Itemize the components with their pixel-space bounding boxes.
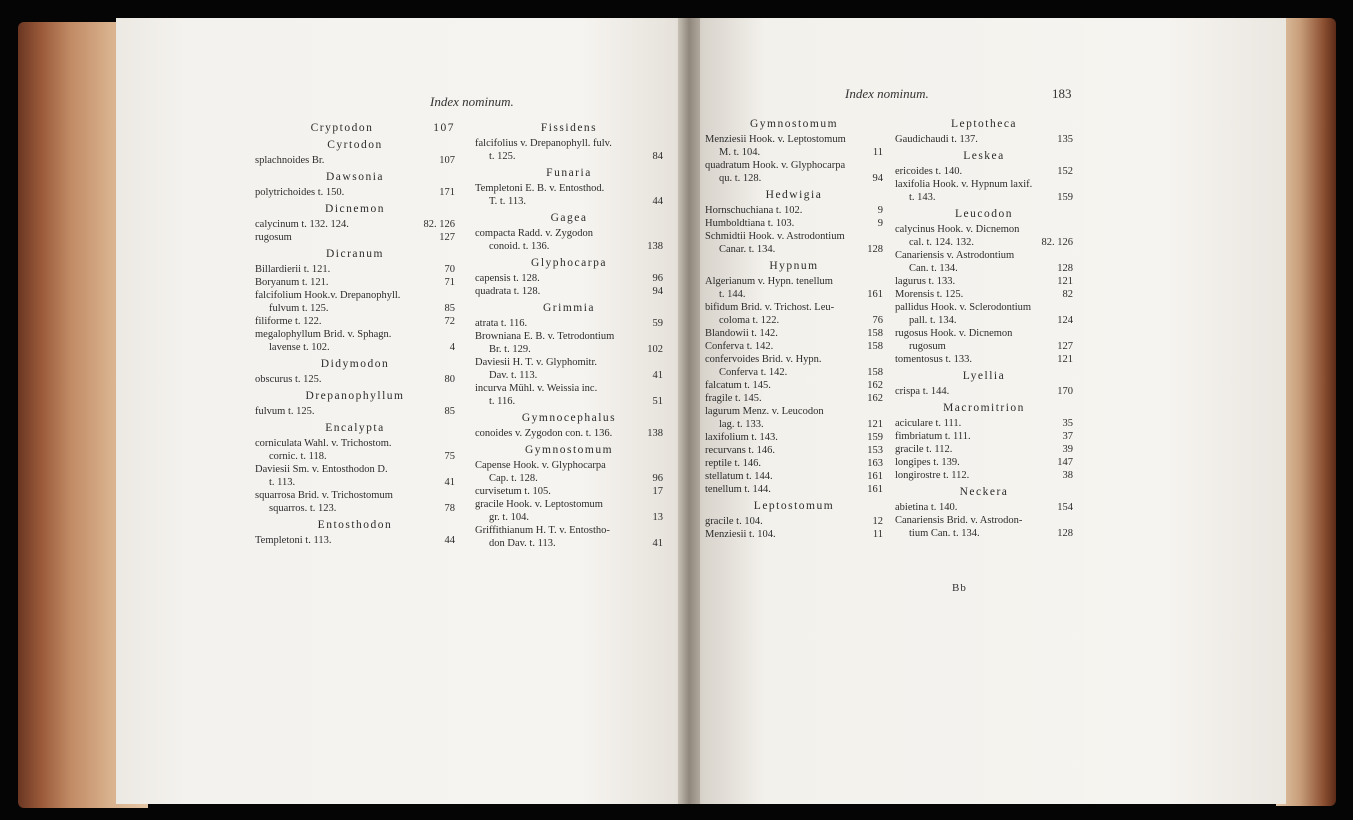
entry-continuation: gr. t. 104. <box>489 512 529 523</box>
entry-page-number: 41 <box>444 477 455 488</box>
index-entry <box>255 437 455 463</box>
entry-page-number: 154 <box>1057 502 1073 513</box>
index-entry <box>475 272 663 285</box>
right-page-column-1 <box>705 114 883 541</box>
index-entry <box>705 217 883 230</box>
entry-page-number: 147 <box>1057 457 1073 468</box>
index-entry <box>255 186 455 199</box>
entry-page-number: 127 <box>439 232 455 243</box>
entry-page-number: 121 <box>1057 276 1073 287</box>
index-entry <box>255 463 455 489</box>
entry-page-number: 158 <box>867 328 883 339</box>
entry-continuation: don Dav. t. 113. <box>489 538 556 549</box>
index-entry <box>705 515 883 528</box>
entry-page-number: 163 <box>867 458 883 469</box>
entry-page-number: 153 <box>867 445 883 456</box>
index-entry <box>895 469 1073 482</box>
page-number: 183 <box>1052 86 1072 101</box>
entry-continuation: Conferva t. 142. <box>719 367 788 378</box>
entry-continuation: lag. t. 133. <box>719 419 764 430</box>
entry-name: quadratum Hook. v. Glyphocarpa <box>705 160 846 171</box>
entry-name: Hornschuchiana t. 102. <box>705 205 803 216</box>
index-entry <box>255 489 455 515</box>
entry-page-number: 159 <box>867 432 883 443</box>
genus-heading: Cryptodon <box>310 122 374 134</box>
entry-name: megalophyllum Brid. v. Sphagn. <box>255 329 392 340</box>
entry-name: lagurum Menz. v. Leucodon <box>705 406 824 417</box>
entry-page-number: 11 <box>872 529 883 540</box>
genus-heading: Dicnemon <box>325 203 385 215</box>
index-entry <box>705 483 883 496</box>
entry-continuation: tium Can. t. 134. <box>909 528 980 539</box>
entry-continuation: t. 125. <box>489 151 516 162</box>
index-entry <box>705 392 883 405</box>
entry-name: recurvans t. 146. <box>705 445 775 456</box>
entry-page-number: 94 <box>872 173 883 184</box>
entry-name: laxifolium t. 143. <box>705 432 778 443</box>
index-entry <box>895 301 1073 327</box>
entry-page-number: 128 <box>1057 528 1073 539</box>
entry-page-number: 82. 126 <box>423 219 455 230</box>
entry-name: lagurus t. 133. <box>895 276 956 287</box>
entry-page-number: 59 <box>652 318 663 329</box>
index-entry <box>895 514 1073 540</box>
entry-name: longipes t. 139. <box>895 457 960 468</box>
entry-name: Schmidtii Hook. v. Astrodontium <box>705 231 845 242</box>
index-entry <box>255 534 455 547</box>
entry-page-number: 162 <box>867 393 883 404</box>
entry-name: falcatum t. 145. <box>705 380 771 391</box>
entry-page-number: 96 <box>652 473 663 484</box>
entry-name: gracile Hook. v. Leptostomum <box>475 499 603 510</box>
entry-page-number: 161 <box>867 471 883 482</box>
open-book <box>18 10 1336 810</box>
entry-name: fragile t. 145. <box>705 393 762 404</box>
index-entry <box>895 275 1073 288</box>
entry-page-number: 161 <box>867 484 883 495</box>
entry-page-number: 171 <box>439 187 455 198</box>
entry-page-number: 37 <box>1062 431 1073 442</box>
entry-continuation: qu. t. 128. <box>719 173 762 184</box>
index-entry <box>895 430 1073 443</box>
index-entry <box>705 133 883 159</box>
entry-name: gracile t. 104. <box>705 516 763 527</box>
entry-continuation: squarros. t. 123. <box>269 503 337 514</box>
index-entry <box>895 223 1073 249</box>
entry-name: rugosus Hook. v. Dicnemon <box>895 328 1013 339</box>
entry-page-number: 13 <box>652 512 663 523</box>
index-entry <box>895 417 1073 430</box>
entry-name: corniculata Wahl. v. Trichostom. <box>255 438 392 449</box>
entry-continuation: lavense t. 102. <box>269 342 330 353</box>
entry-continuation: Canar. t. 134. <box>719 244 776 255</box>
entry-name: capensis t. 128. <box>475 273 540 284</box>
entry-name: Gaudichaudi t. 137. <box>895 134 978 145</box>
entry-page-number: 70 <box>444 264 455 275</box>
entry-page-number: 84 <box>652 151 663 162</box>
entry-name: aciculare t. 111. <box>895 418 962 429</box>
index-entry <box>255 315 455 328</box>
entry-page-number: 39 <box>1062 444 1073 455</box>
entry-name: abietina t. 140. <box>895 502 958 513</box>
genus-heading: Fissidens <box>540 122 598 134</box>
entry-page-number: 96 <box>652 273 663 284</box>
index-entry <box>255 218 455 231</box>
index-entry <box>895 501 1073 514</box>
index-entry <box>895 249 1073 275</box>
entry-page-number: 94 <box>652 286 663 297</box>
entry-name: Billardierii t. 121. <box>255 264 331 275</box>
index-entry <box>475 137 663 163</box>
index-entry <box>475 356 663 382</box>
right-page-column-2 <box>895 114 1073 540</box>
entry-continuation: t. 113. <box>269 477 296 488</box>
index-entry <box>255 328 455 354</box>
entry-page-number: 102 <box>647 344 663 355</box>
entry-page-number: 82 <box>1062 289 1073 300</box>
entry-name: Capense Hook. v. Glyphocarpa <box>475 460 606 471</box>
entry-name: Daviesii H. T. v. Glyphomitr. <box>475 357 598 368</box>
genus-heading: Hypnum <box>769 260 819 272</box>
entry-continuation: fulvum t. 125. <box>269 303 329 314</box>
entry-page-number: 121 <box>867 419 883 430</box>
index-entry <box>705 379 883 392</box>
right-page-header: Index nominum. <box>845 86 929 101</box>
entry-page-number: 80 <box>444 374 455 385</box>
index-entry <box>705 405 883 431</box>
entry-page-number: 11 <box>872 147 883 158</box>
entry-name: ericoides t. 140. <box>895 166 963 177</box>
entry-page-number: 138 <box>647 241 663 252</box>
index-entry <box>255 276 455 289</box>
genus-heading: Leptotheca <box>950 118 1018 130</box>
entry-name: Canariensis Brid. v. Astrodon- <box>895 515 1023 526</box>
index-entry <box>475 382 663 408</box>
entry-page-number: 127 <box>1057 341 1073 352</box>
entry-name: curvisetum t. 105. <box>475 486 551 497</box>
index-entry <box>255 289 455 315</box>
entry-name: Browniana E. B. v. Tetrodontium <box>475 331 615 342</box>
genus-heading: Encalypta <box>325 422 385 434</box>
entry-name: longirostre t. 112. <box>895 470 970 481</box>
entry-name: Griffithianum H. T. v. Entostho- <box>475 525 610 536</box>
entry-name: quadrata t. 128. <box>475 286 541 297</box>
entry-name: Algerianum v. Hypn. tenellum <box>705 276 833 287</box>
entry-page-number: 162 <box>867 380 883 391</box>
entry-name: Boryanum t. 121. <box>255 277 329 288</box>
index-entry <box>895 353 1073 366</box>
entry-name: polytrichoides t. 150. <box>255 187 345 198</box>
index-entry <box>705 444 883 457</box>
entry-continuation: pall. t. 134. <box>909 315 957 326</box>
entry-page-number: 124 <box>1057 315 1073 326</box>
genus-heading: Lyellia <box>962 370 1006 382</box>
genus-heading: Gymnostomum <box>524 444 614 456</box>
index-entry <box>705 230 883 256</box>
entry-page-number: 152 <box>1057 166 1073 177</box>
entry-name: rugosum <box>255 232 292 243</box>
entry-page-number: 135 <box>1057 134 1073 145</box>
entry-page-number: 85 <box>444 406 455 417</box>
genus-heading: Neckera <box>959 486 1009 498</box>
entry-name: reptile t. 146. <box>705 458 761 469</box>
genus-heading: Cyrtodon <box>327 139 383 151</box>
entry-name: tomentosus t. 133. <box>895 354 973 365</box>
genus-heading: Gymnostomum <box>749 118 839 130</box>
index-entry <box>255 405 455 418</box>
book-gutter <box>678 18 700 804</box>
entry-continuation: t. 116. <box>489 396 516 407</box>
entry-name: squarrosa Brid. v. Trichostomum <box>255 490 393 501</box>
index-entry <box>705 159 883 185</box>
entry-continuation: coloma t. 122. <box>719 315 780 326</box>
index-entry <box>475 182 663 208</box>
entry-page-number: 158 <box>867 367 883 378</box>
genus-heading: Macromitrion <box>943 402 1025 414</box>
entry-page-number: 51 <box>652 396 663 407</box>
index-entry <box>895 327 1073 353</box>
entry-continuation: Dav. t. 113. <box>489 370 538 381</box>
index-entry <box>895 443 1073 456</box>
index-entry <box>895 288 1073 301</box>
genus-heading: Glyphocarpa <box>531 257 607 269</box>
entry-name: conoides v. Zygodon con. t. 136. <box>475 428 613 439</box>
index-entry <box>705 353 883 379</box>
entry-page-number: 85 <box>444 303 455 314</box>
entry-name: Blandowii t. 142. <box>705 328 778 339</box>
entry-continuation: rugosum <box>909 341 946 352</box>
entry-page-number: 161 <box>867 289 883 300</box>
entry-name: bifidum Brid. v. Trichost. Leu- <box>705 302 835 313</box>
entry-name: calycinus Hook. v. Dicnemon <box>895 224 1020 235</box>
index-entry <box>475 285 663 298</box>
entry-name: fulvum t. 125. <box>255 406 315 417</box>
index-entry <box>255 373 455 386</box>
index-entry <box>475 524 663 550</box>
entry-name: obscurus t. 125. <box>255 374 322 385</box>
index-entry <box>705 528 883 541</box>
entry-page-number: 12 <box>872 516 883 527</box>
index-entry <box>475 485 663 498</box>
entry-page-number: 44 <box>444 535 455 546</box>
left-page-column-1 <box>255 118 455 547</box>
entry-name: Humboldtiana t. 103. <box>705 218 795 229</box>
entry-name: calycinum t. 132. 124. <box>255 219 349 230</box>
genus-heading: Entosthodon <box>317 519 393 531</box>
index-entry <box>705 204 883 217</box>
index-entry <box>475 459 663 485</box>
entry-continuation: Cap. t. 128. <box>489 473 538 484</box>
entry-page-number: 121 <box>1057 354 1073 365</box>
genus-heading: Leptostomum <box>753 500 835 512</box>
entry-name: compacta Radd. v. Zygodon <box>475 228 593 239</box>
entry-continuation: conoid. t. 136. <box>489 241 550 252</box>
entry-name: Daviesii Sm. v. Entosthodon D. <box>255 464 388 475</box>
entry-name: fimbriatum t. 111. <box>895 431 971 442</box>
entry-continuation: cornic. t. 118. <box>269 451 327 462</box>
genus-heading: Gagea <box>550 212 588 224</box>
genus-heading: Grimmia <box>542 302 596 314</box>
entry-name: stellatum t. 144. <box>705 471 773 482</box>
entry-continuation: t. 143. <box>909 192 936 203</box>
genus-heading: Dicranum <box>326 248 384 260</box>
entry-continuation: M. t. 104. <box>719 147 761 158</box>
signature-mark: Bb <box>952 582 967 594</box>
entry-name: Canariensis v. Astrodontium <box>895 250 1015 261</box>
entry-page-number: 107 <box>439 155 455 166</box>
entry-name: falcifolius v. Drepanophyll. fulv. <box>475 138 612 149</box>
entry-continuation: Can. t. 134. <box>909 263 958 274</box>
index-entry <box>255 231 455 244</box>
entry-page-number: 76 <box>872 315 883 326</box>
entry-page-number: 82. 126 <box>1041 237 1073 248</box>
entry-name: falcifolium Hook.v. Drepanophyll. <box>255 290 401 301</box>
entry-name: Menziesii t. 104. <box>705 529 776 540</box>
genus-heading: Didymodon <box>320 358 390 370</box>
entry-page-number: 4 <box>449 342 455 353</box>
entry-page-number: 170 <box>1057 386 1073 397</box>
entry-page-number: 9 <box>877 218 883 229</box>
entry-name: filiforme t. 122. <box>255 316 322 327</box>
entry-name: splachnoides Br. <box>255 155 325 166</box>
entry-page-number: 72 <box>444 316 455 327</box>
entry-page-number: 158 <box>867 341 883 352</box>
index-entry <box>705 301 883 327</box>
genus-heading: Leucodon <box>955 208 1013 220</box>
genus-heading: Leskea <box>963 150 1005 162</box>
entry-page-number: 44 <box>652 196 663 207</box>
genus-heading: Gymnocephalus <box>521 412 617 424</box>
entry-page-number: 78 <box>444 503 455 514</box>
entry-page-number: 107 <box>433 122 455 134</box>
index-entry <box>705 457 883 470</box>
index-entry <box>475 227 663 253</box>
entry-page-number: 38 <box>1062 470 1073 481</box>
entry-name: Morensis t. 125. <box>895 289 964 300</box>
index-entry <box>705 340 883 353</box>
index-entry <box>895 133 1073 146</box>
index-entry <box>255 122 455 135</box>
index-entry <box>705 431 883 444</box>
entry-continuation: cal. t. 124. 132. <box>909 237 975 248</box>
left-page-column-2 <box>475 118 663 550</box>
entry-name: Templetoni t. 113. <box>255 535 332 546</box>
index-entry <box>705 470 883 483</box>
index-entry <box>895 178 1073 204</box>
entry-name: crispa t. 144. <box>895 386 950 397</box>
index-entry <box>475 427 663 440</box>
genus-heading: Funaria <box>546 167 592 179</box>
entry-name: laxifolia Hook. v. Hypnum laxif. <box>895 179 1033 190</box>
entry-page-number: 9 <box>877 205 883 216</box>
entry-name: tenellum t. 144. <box>705 484 771 495</box>
entry-page-number: 17 <box>652 486 663 497</box>
entry-page-number: 138 <box>647 428 663 439</box>
entry-page-number: 159 <box>1057 192 1073 203</box>
index-entry <box>475 317 663 330</box>
entry-name: gracile t. 112. <box>895 444 953 455</box>
index-entry <box>705 327 883 340</box>
index-entry <box>475 330 663 356</box>
entry-name: Templetoni E. B. v. Entosthod. <box>475 183 605 194</box>
index-entry <box>895 165 1073 178</box>
entry-page-number: 128 <box>1057 263 1073 274</box>
entry-page-number: 41 <box>652 538 663 549</box>
entry-name: pallidus Hook. v. Sclerodontium <box>895 302 1032 313</box>
entry-name: incurva Mühl. v. Weissia inc. <box>475 383 598 394</box>
entry-name: Menziesii Hook. v. Leptostomum <box>705 134 846 145</box>
genus-heading: Dawsonia <box>326 171 384 183</box>
index-entry <box>895 385 1073 398</box>
entry-name: confervoides Brid. v. Hypn. <box>705 354 822 365</box>
entry-name: Conferva t. 142. <box>705 341 774 352</box>
entry-continuation: t. 144. <box>719 289 746 300</box>
left-page-header: Index nominum. <box>430 94 514 109</box>
index-entry <box>255 154 455 167</box>
index-entry <box>895 456 1073 469</box>
entry-continuation: Br. t. 129. <box>489 344 531 355</box>
index-entry <box>705 275 883 301</box>
index-entry <box>255 263 455 276</box>
entry-page-number: 71 <box>444 277 455 288</box>
entry-page-number: 41 <box>652 370 663 381</box>
entry-page-number: 128 <box>867 244 883 255</box>
genus-heading: Drepanophyllum <box>305 390 405 402</box>
entry-page-number: 35 <box>1062 418 1073 429</box>
entry-name: atrata t. 116. <box>475 318 528 329</box>
genus-heading: Hedwigia <box>765 189 823 201</box>
entry-continuation: T. t. 113. <box>489 196 527 207</box>
index-entry <box>475 498 663 524</box>
entry-page-number: 75 <box>444 451 455 462</box>
